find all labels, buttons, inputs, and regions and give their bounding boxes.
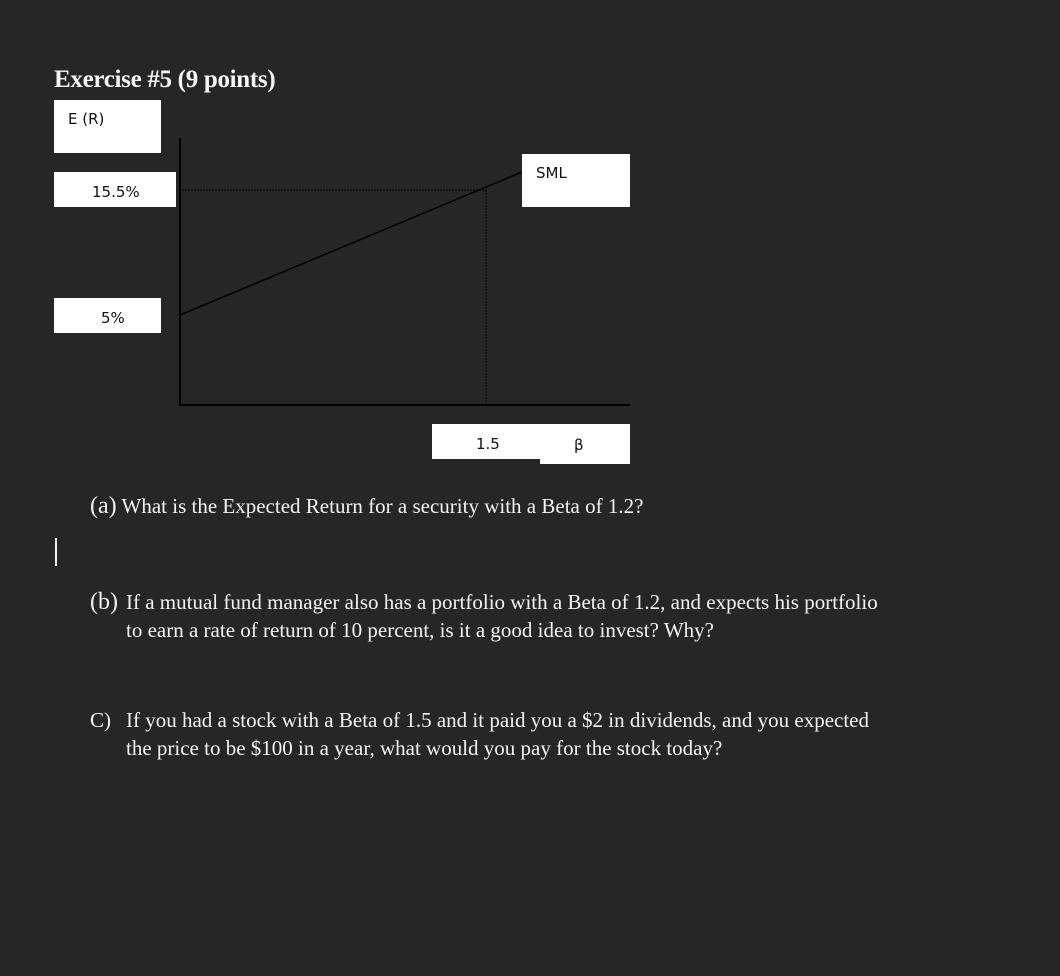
y-low-label-box [54,298,161,333]
y-low-label: 5% [101,309,125,327]
y-axis-label-box [54,100,161,153]
question-a [90,492,643,520]
x-axis-label: β [574,436,584,454]
question-c [90,706,1020,762]
question-c-label: C) [90,708,111,732]
question-b-line2: to earn a rate of return of 10 percent, is it a good idea to invest? Why? [126,618,714,642]
sml-line [180,172,522,315]
y-high-label-box [54,172,176,207]
y-axis-label: E (R) [68,110,105,128]
question-a-label: (a) [90,493,117,519]
x-tick-label-box [432,424,540,459]
question-a-text: What is the Expected Return for a security with a Beta of 1.2? [121,494,644,518]
x-axis-label-box [540,424,630,464]
question-c-line1: If you had a stock with a Beta of 1.5 and it paid you a $2 in dividends, and you expected [126,708,869,732]
y-high-label: 15.5% [92,183,140,201]
text-cursor [55,538,57,566]
exercise-title: Exercise #5 (9 points) [54,66,276,93]
question-b-line1: If a mutual fund manager also has a portfolio with a Beta of 1.2, and expects his portfolio [126,590,878,614]
question-b [90,588,1020,644]
x-tick-label: 1.5 [476,435,500,453]
question-b-label: (b) [90,589,118,615]
sml-label-box [522,154,630,207]
question-c-line2: the price to be $100 in a year, what would you pay for the stock today? [126,736,723,760]
sml-label: SML [536,164,567,182]
